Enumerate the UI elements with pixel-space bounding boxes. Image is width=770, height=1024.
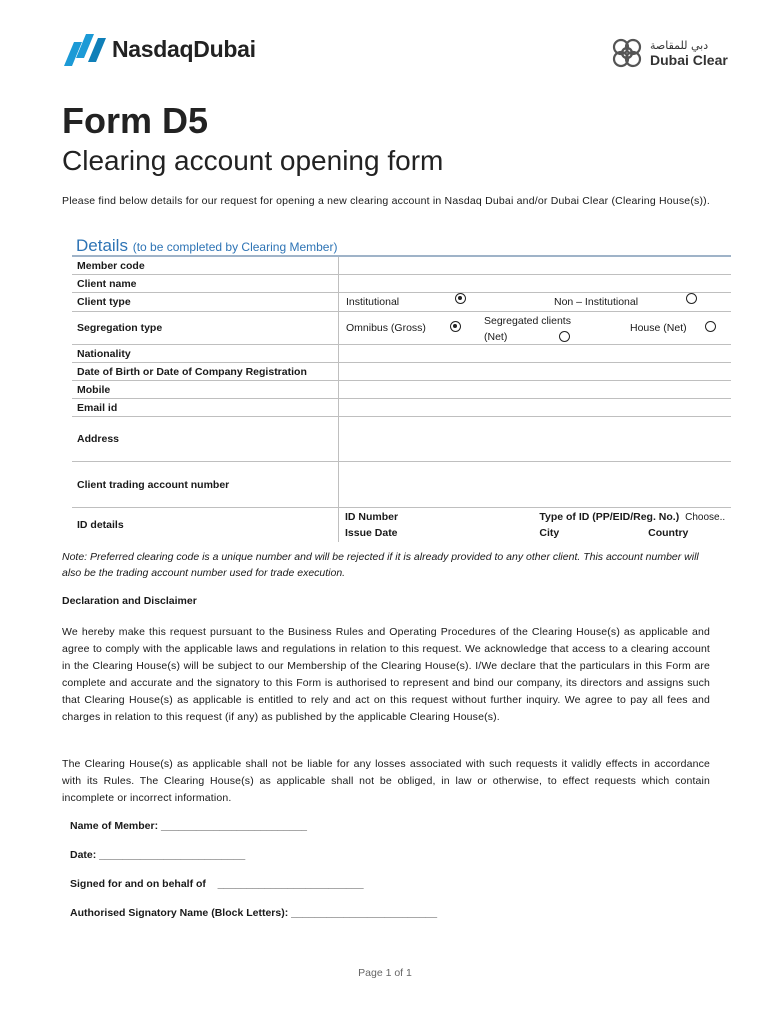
id-details-field xyxy=(339,508,732,543)
segregated-option-label xyxy=(484,313,571,345)
declaration-paragraph-2: The Clearing House(s) as applicable shall not be liable for any losses associated with such requests it validly effects in accordance with its Rules. The Clearing House(s) as applicable shall not be obliged, in law or otherwise, to effect requests which contain incomplete or incorrect information. xyxy=(62,758,710,804)
nasdaq-logo-text: NasdaqDubai xyxy=(112,35,256,62)
segregated-option-line1: Segregated clients xyxy=(484,315,571,327)
id-details-subgrid xyxy=(339,509,731,541)
country-label: Country xyxy=(648,527,689,539)
details-heading xyxy=(76,236,337,256)
id-details-label: ID details xyxy=(72,508,339,543)
non-institutional-radio[interactable] xyxy=(686,293,697,304)
declaration-title: Declaration and Disclaimer xyxy=(62,595,197,607)
institutional-radio[interactable] xyxy=(455,293,466,304)
authorised-signatory-line[interactable]: Authorised Signatory Name (Block Letters): _________________________ xyxy=(70,907,438,919)
mobile-field[interactable] xyxy=(339,381,732,399)
table-row xyxy=(72,399,731,417)
date-line[interactable]: Date: _________________________ xyxy=(70,849,246,861)
details-heading-note: (to be completed by Clearing Member) xyxy=(132,240,338,254)
non-institutional-option-label: Non – Institutional xyxy=(554,296,639,308)
mobile-label: Mobile xyxy=(72,381,339,399)
dubai-clear-text: Dubai Clear xyxy=(650,51,728,68)
dubai-clear-logo xyxy=(610,36,728,70)
table-row xyxy=(72,345,731,363)
nationality-label: Nationality xyxy=(72,345,339,363)
nasdaq-logo-icon xyxy=(64,32,106,66)
segregation-type-field xyxy=(339,312,732,345)
name-of-member-line[interactable]: Name of Member: _________________________ xyxy=(70,820,308,832)
nasdaq-dubai-logo xyxy=(64,32,256,66)
page-number: Page 1 of 1 xyxy=(358,967,412,979)
client-type-label: Client type xyxy=(72,293,339,312)
choose-dropdown[interactable]: Choose.. xyxy=(685,512,726,523)
city-country-labels xyxy=(537,525,731,541)
table-row xyxy=(72,293,731,312)
signed-for-line[interactable]: Signed for and on behalf of _________________________ xyxy=(70,878,364,890)
member-code-field[interactable] xyxy=(339,257,732,275)
table-row xyxy=(72,257,731,275)
house-option-label: House (Net) xyxy=(630,322,687,334)
house-radio[interactable] xyxy=(705,321,716,332)
dob-label: Date of Birth or Date of Company Registration xyxy=(72,363,339,381)
table-row xyxy=(72,462,731,508)
segregation-type-label: Segregation type xyxy=(72,312,339,345)
email-label: Email id xyxy=(72,399,339,417)
intro-text: Please find below details for our request for opening a new clearing account in Nasdaq Dubai and/or Dubai Clear (Clearing House(s)). xyxy=(62,195,710,207)
declaration-paragraph-1: We hereby make this request pursuant to the Business Rules and Operating Procedures of the Clearing House(s) as applicable and agree to comply with the applicable laws and regulations in relation to this request. We acknowledge that access to a clearing account in the Clearing House(s) will be subject to our Membership of the Clearing House(s). I/We declare that the particulars in this Form are complete and accurate and the signatory to this Form is authorised to represent and bind our company, its directors and assigns such that Clearing House(s) as applicable is entitled to rely and act on this request without further inquiry. We agree to pay all fees and charges in relation to this request (if any) as published by the applicable Clearing House(s). xyxy=(62,626,710,723)
issue-date-label: Issue Date xyxy=(345,527,398,539)
details-heading-label: Details xyxy=(76,236,128,255)
trading-account-label: Client trading account number xyxy=(72,462,339,508)
table-row xyxy=(72,417,731,462)
client-type-field xyxy=(339,293,732,312)
details-table xyxy=(72,257,731,542)
address-label: Address xyxy=(72,417,339,462)
id-number-label: ID Number xyxy=(345,511,399,523)
email-field[interactable] xyxy=(339,399,732,417)
address-field[interactable] xyxy=(339,417,732,462)
omnibus-option-label: Omnibus (Gross) xyxy=(346,322,426,334)
dob-field[interactable] xyxy=(339,363,732,381)
form-subtitle: Clearing account opening form xyxy=(62,145,444,176)
omnibus-radio[interactable] xyxy=(450,321,461,332)
dubai-clear-emblem-icon xyxy=(610,36,644,70)
note-text: Note: Preferred clearing code is a unique number and will be rejected if it is already provided to any other client. This account number will also be the trading account number used for trade execution. xyxy=(62,551,699,579)
table-row xyxy=(72,363,731,381)
segregated-option-line2: (Net) xyxy=(484,331,508,343)
member-code-label: Member code xyxy=(72,257,339,275)
table-row xyxy=(72,312,731,345)
segregated-radio[interactable] xyxy=(559,331,570,342)
form-title: Form D5 xyxy=(62,100,209,141)
table-row xyxy=(72,508,731,543)
trading-account-field[interactable] xyxy=(339,462,732,508)
type-of-id-label xyxy=(537,509,731,525)
table-row xyxy=(72,275,731,293)
dubai-clear-arabic-text: دبي للمقاصة xyxy=(650,38,709,52)
client-name-label: Client name xyxy=(72,275,339,293)
institutional-option-label: Institutional xyxy=(346,296,400,308)
type-of-id-text: Type of ID (PP/EID/Reg. No.) xyxy=(539,511,680,523)
table-row xyxy=(72,381,731,399)
city-label: City xyxy=(539,527,560,539)
nationality-field[interactable] xyxy=(339,345,732,363)
client-name-field[interactable] xyxy=(339,275,732,293)
